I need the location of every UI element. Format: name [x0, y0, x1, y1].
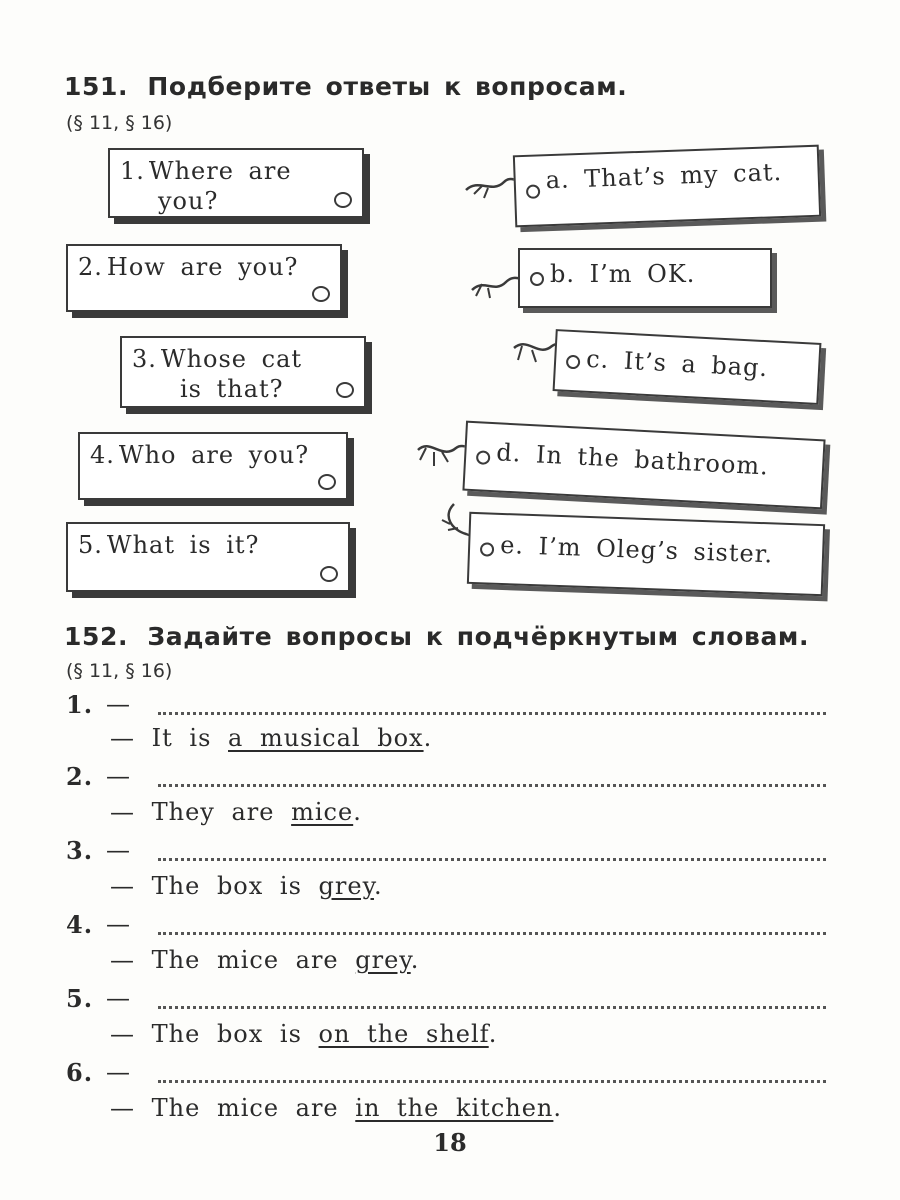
answer-text: That’s my cat. — [583, 157, 783, 193]
dash: — — [106, 836, 131, 864]
question-answer-line-6[interactable] — [66, 1058, 826, 1092]
question-text: How are you? — [106, 253, 299, 281]
dash: — — [106, 762, 131, 790]
underlined-words: in the kitchen — [355, 1094, 554, 1122]
exercise-152-title — [64, 622, 809, 651]
question-text: What is it? — [106, 531, 260, 559]
tag-hole-icon — [312, 286, 330, 302]
exercise-152-number: 152. — [64, 622, 129, 651]
question-number: 3. — [132, 345, 157, 373]
exercise-152-reference: (§ 11, § 16) — [66, 660, 173, 682]
sentence-end: . — [410, 946, 420, 974]
answer-sentence-1 — [110, 724, 432, 758]
question-text: Who are you? — [118, 441, 310, 469]
question-number: 2. — [78, 253, 103, 281]
dash: — — [106, 910, 131, 938]
answer-sentence-4 — [110, 946, 419, 980]
tag-hole-icon — [336, 382, 354, 398]
dash: — — [110, 872, 135, 900]
question-answer-line-2[interactable] — [66, 762, 826, 796]
sentence-text: The box is — [151, 872, 319, 900]
tag-hole-icon — [566, 355, 581, 370]
question-text: is that? — [180, 375, 284, 403]
answer-text: I’m OK. — [589, 260, 696, 288]
sentence-text: The mice are — [151, 946, 356, 974]
underlined-words: a musical box — [228, 724, 424, 752]
dotted-answer-line[interactable] — [158, 932, 826, 935]
underlined-words: grey — [318, 872, 374, 900]
question-text: Whose cat — [160, 345, 303, 373]
dash: — — [110, 724, 135, 752]
dash: — — [110, 1094, 135, 1122]
dash: — — [110, 946, 135, 974]
answer-text: I’m Oleg’s sister. — [538, 532, 774, 569]
dotted-answer-line[interactable] — [158, 1006, 826, 1009]
answer-letter: d. — [495, 438, 523, 468]
exercise-151-number: 151. — [64, 72, 129, 101]
tag-hole-icon — [526, 184, 540, 198]
question-text: you? — [158, 187, 219, 215]
answer-tag-a[interactable] — [513, 145, 821, 228]
question-card-2[interactable] — [66, 244, 342, 312]
underlined-words: grey — [355, 946, 411, 974]
question-number: 4. — [90, 441, 115, 469]
tag-hole-icon — [334, 192, 352, 208]
dotted-answer-line[interactable] — [158, 1080, 826, 1083]
answer-text: It’s a bag. — [623, 346, 769, 383]
dash: — — [106, 690, 131, 718]
dash: — — [106, 1058, 131, 1086]
question-number: 1. — [120, 157, 145, 185]
underlined-words: mice — [291, 798, 354, 826]
answer-text: In the bathroom. — [535, 440, 770, 481]
question-answer-line-5[interactable] — [66, 984, 826, 1018]
item-number: 2. — [66, 762, 94, 791]
sentence-end: . — [553, 1094, 563, 1122]
answer-sentence-3 — [110, 872, 383, 906]
dash: — — [110, 1020, 135, 1048]
question-answer-line-3[interactable] — [66, 836, 826, 870]
answer-tag-e[interactable] — [467, 512, 825, 596]
question-text: Where are — [148, 157, 292, 185]
exercise-151-instruction: Подберите ответы к вопросам. — [147, 72, 628, 101]
sentence-end: . — [353, 798, 362, 826]
underlined-words: on the shelf — [318, 1020, 489, 1048]
question-card-3[interactable] — [120, 336, 366, 408]
answer-sentence-6 — [110, 1094, 562, 1128]
tag-hole-icon — [320, 566, 338, 582]
answer-letter: e. — [499, 530, 525, 560]
item-number: 1. — [66, 690, 94, 719]
tag-hole-icon — [480, 542, 494, 556]
tag-hole-icon — [318, 474, 336, 490]
answer-tag-b[interactable] — [518, 248, 772, 308]
answer-letter: c. — [585, 344, 611, 374]
sentence-end: . — [423, 724, 433, 752]
tag-hole-icon — [476, 450, 491, 465]
item-number: 4. — [66, 910, 94, 939]
answer-letter: b. — [550, 260, 575, 288]
question-answer-line-1[interactable] — [66, 690, 826, 724]
dotted-answer-line[interactable] — [158, 712, 826, 715]
dotted-answer-line[interactable] — [158, 784, 826, 787]
item-number: 5. — [66, 984, 94, 1013]
question-card-1[interactable] — [108, 148, 364, 218]
item-number: 3. — [66, 836, 94, 865]
answer-sentence-5 — [110, 1020, 497, 1054]
question-answer-line-4[interactable] — [66, 910, 826, 944]
answer-letter: a. — [545, 165, 571, 195]
exercise-151-reference: (§ 11, § 16) — [66, 112, 173, 134]
answer-tag-c[interactable] — [553, 329, 822, 405]
sentence-text: The box is — [151, 1020, 319, 1048]
sentence-end: . — [373, 872, 383, 900]
question-number: 5. — [78, 531, 103, 559]
sentence-text: They are — [151, 798, 292, 826]
exercise-151-title — [64, 72, 627, 101]
dash: — — [110, 798, 135, 826]
sentence-text: The mice are — [151, 1094, 356, 1122]
page-number: 18 — [433, 1128, 467, 1157]
question-card-5[interactable] — [66, 522, 350, 592]
answer-sentence-2 — [110, 798, 362, 832]
sentence-end: . — [488, 1020, 498, 1048]
dotted-answer-line[interactable] — [158, 858, 826, 861]
exercise-152-instruction: Задайте вопросы к подчёркнутым словам. — [147, 622, 810, 651]
sentence-text: It is — [151, 724, 229, 752]
answer-tag-d[interactable] — [462, 421, 825, 510]
tag-hole-icon — [530, 272, 544, 286]
dash: — — [106, 984, 131, 1012]
item-number: 6. — [66, 1058, 94, 1087]
question-card-4[interactable] — [78, 432, 348, 500]
